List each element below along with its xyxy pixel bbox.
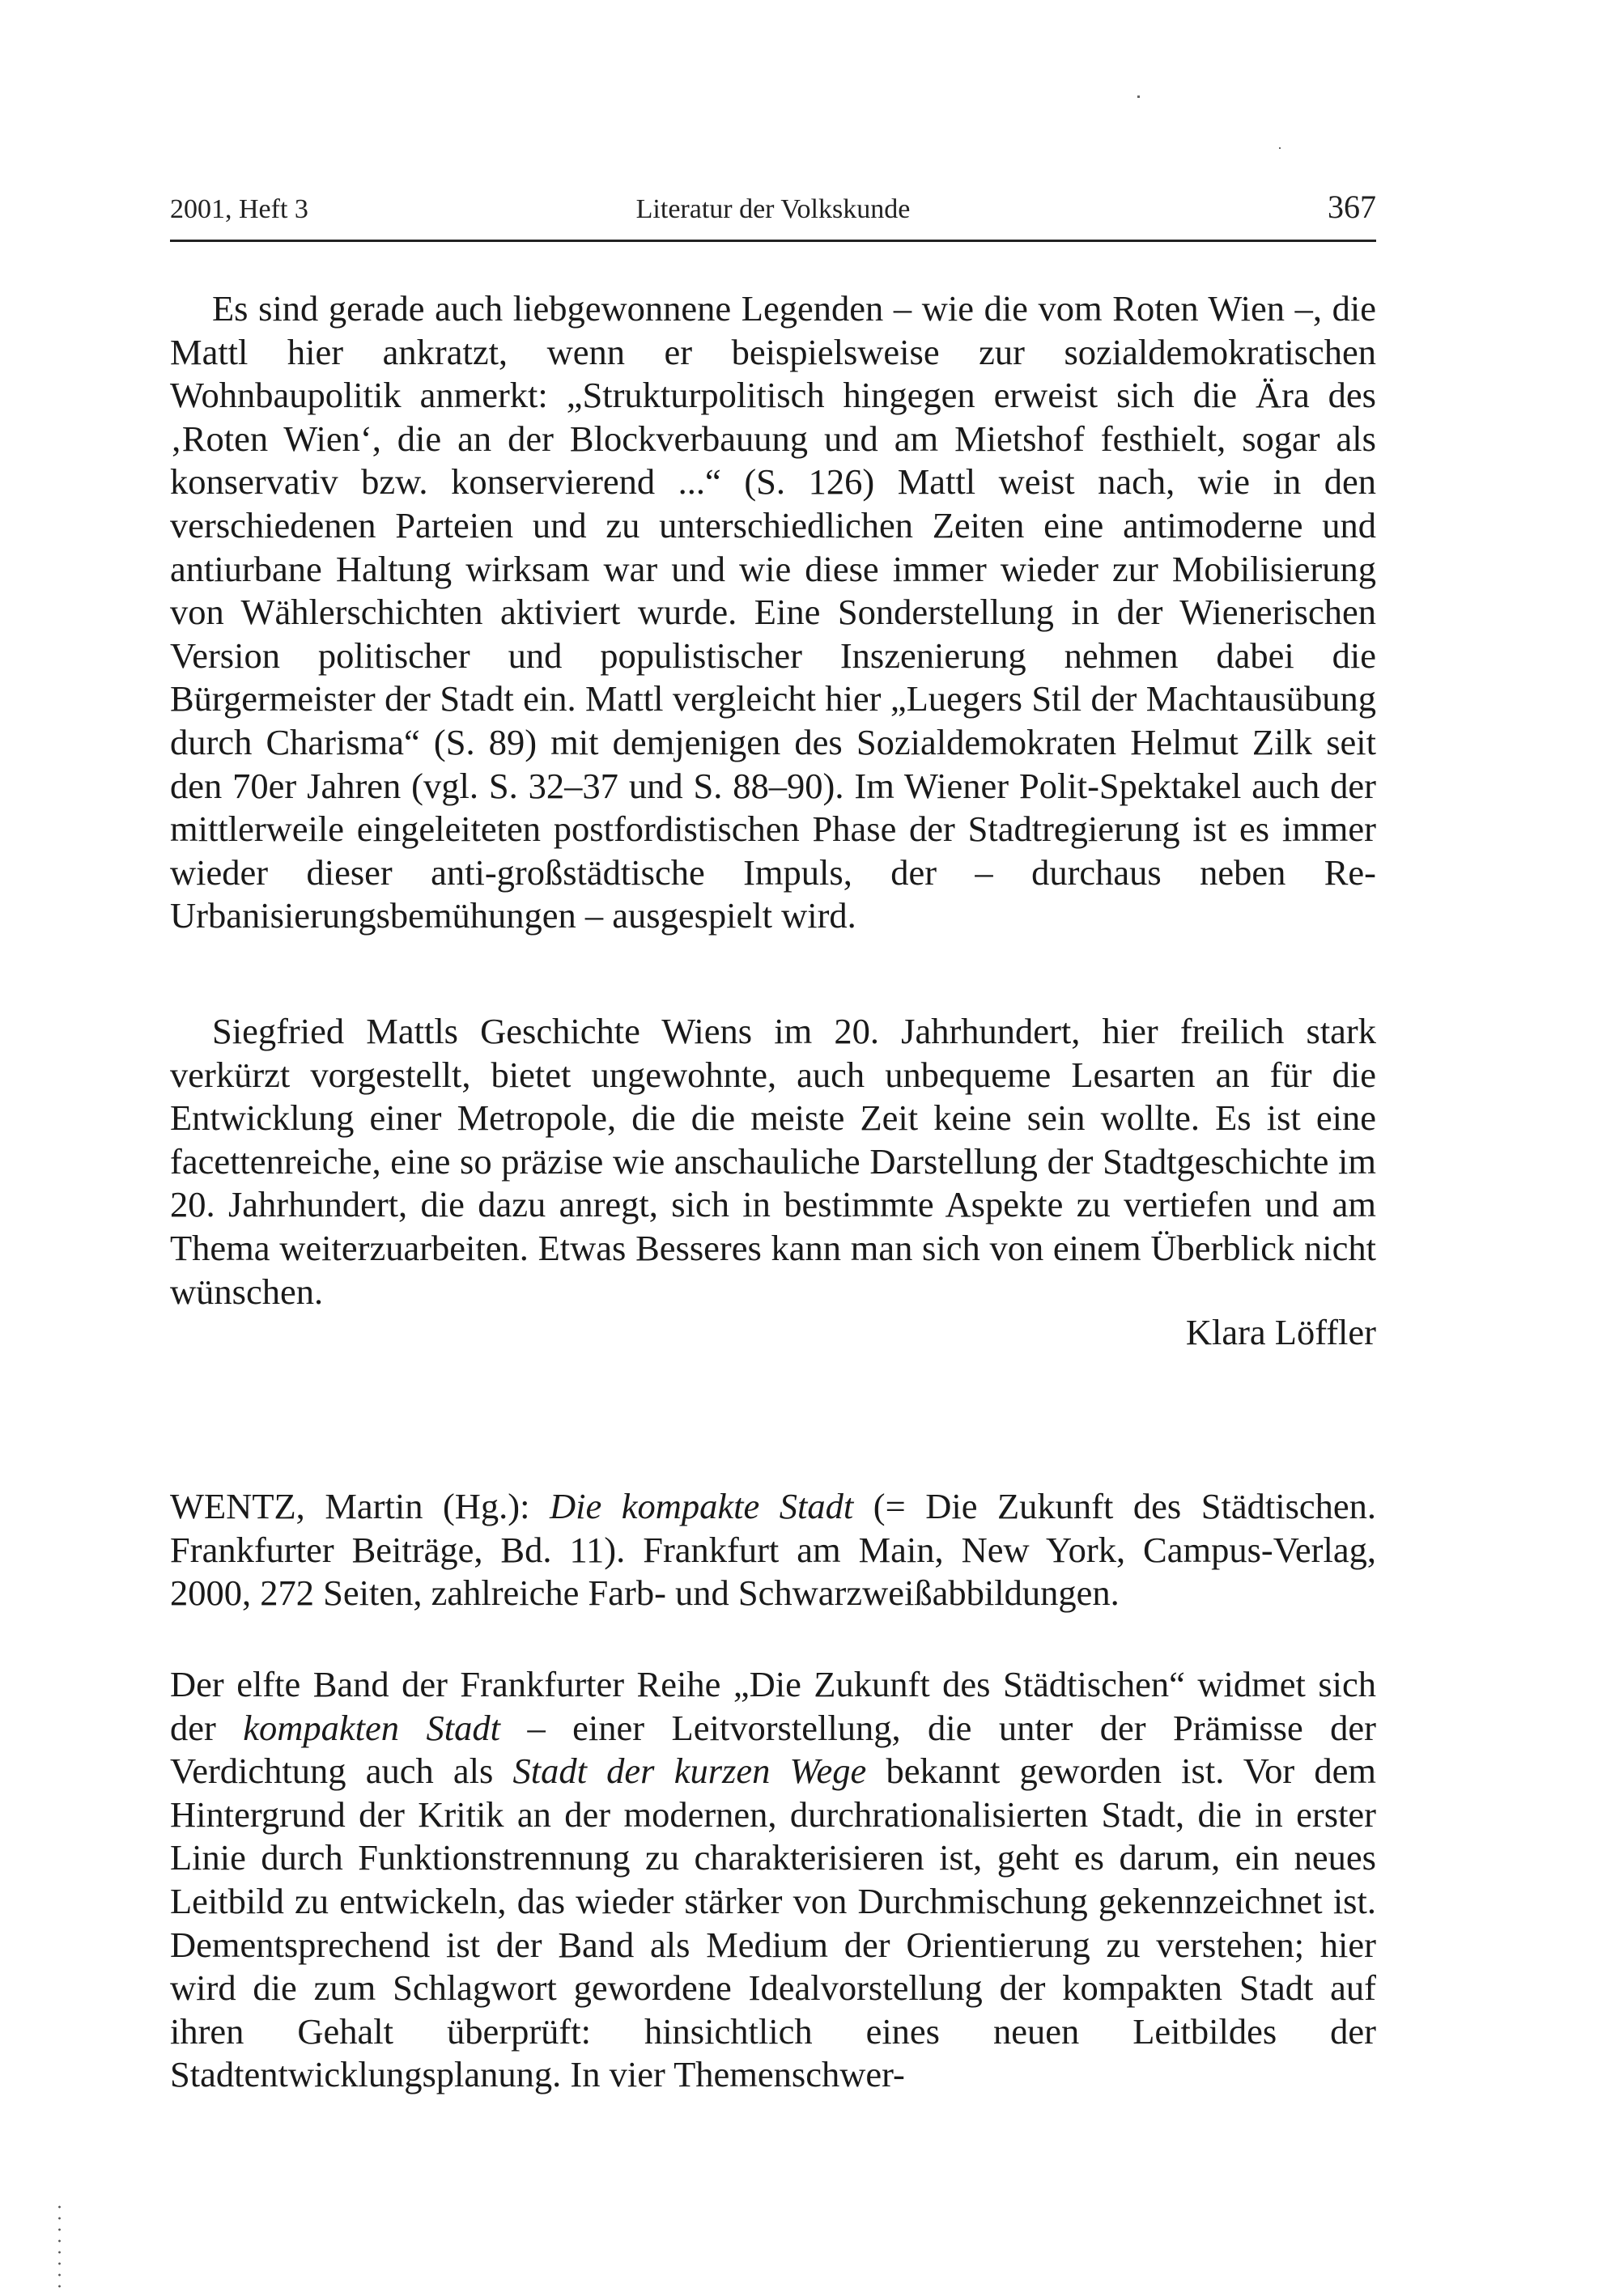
section-title: Literatur der Volkskunde	[635, 194, 911, 224]
citation-details: (= Die Zukunft des Städtischen. Frankfurter Beiträge, Bd. 11). Frankfurt am Main, New York, Campus-Verlag, 2000, 272 Seiten, zahlreiche Farb- und Schwarzweißabbildungen.	[170, 1486, 1377, 1614]
text-run: bekannt geworden ist. Vor dem Hintergrund der Kritik an der modernen, durchrationalisierten Stadt, die in erster Linie durch Funktionstrennung zu charakterisieren ist, geht es darum, ein neues Leitbild zu entwickeln, das wieder stärker von Durchmischung gekennzeichnet ist. Dementsprechend ist der Band als Medium der Orientierung zu verstehen; hier wird die zum Schlagwort gewordene Idealvorstellung der kompakten Stadt auf ihren Gehalt überprüft: hinsichtlich eines neuen Leitbildes der Stadtentwicklungsplanung. In vier Themenschwer-	[170, 1751, 1376, 2095]
review-wentz-body	[170, 1663, 1376, 2097]
header-rule	[170, 240, 1376, 242]
issue-label: 2001, Heft 3	[170, 194, 308, 224]
citation-title: Die kompakte Stadt	[550, 1486, 854, 1526]
paragraph-text: Siegfried Mattls Geschichte Wiens im 20. Jahrhundert, hier freilich stark verkürzt vorgestellt, bietet ungewohnte, auch unbequeme Lesarten an für die Entwicklung einer Metropole, die die meiste Zeit keine sein wollte. Es ist eine facettenreiche, eine so präzise wie anschauliche Darstellung der Stadtgeschichte im 20. Jahrhundert, die dazu anregt, sich in bestimmte Aspekte zu vertiefen und am Thema weiterzuarbeiten. Etwas Besseres kann man sich von einem Überblick nicht wünschen.	[170, 1011, 1376, 1312]
scan-speck	[1137, 95, 1140, 98]
page-number: 367	[1328, 189, 1376, 225]
bibliographic-entry	[170, 1485, 1376, 1615]
running-head	[170, 188, 1376, 228]
italic-term: kompakten Stadt	[243, 1707, 500, 1748]
italic-term: Stadt der kurzen Wege	[512, 1751, 867, 1792]
scan-speck	[1279, 147, 1281, 149]
text-run: Der elfte Band der Frankfurter Reihe „Die Zukunft des Städtischen“ widmet sich der	[170, 1664, 1376, 1748]
citation	[170, 1485, 1376, 1615]
review-mattl-paragraph-2	[170, 1010, 1376, 1314]
review-mattl-paragraph-1	[170, 287, 1376, 938]
scan-margin-dots	[58, 2201, 61, 2296]
paragraph-text: Es sind gerade auch liebgewonnene Legenden – wie die vom Roten Wien –, die Mattl hier ankratzt, wenn er beispielsweise zur sozialdemokratischen Wohnbaupolitik anmerkt: „Strukturpolitisch hingegen erweist sich die Ära des ‚Roten Wien‘, die an der Blockverbauung und am Mietshof festhielt, sogar als konservativ bzw. konservierend ...“ (S. 126) Mattl weist nach, wie in den verschiedenen Parteien und zu unterschiedlichen Zeiten eine antimoderne und antiurbane Haltung wirksam war und wie diese immer wieder zur Mobilisierung von Wählerschichten aktiviert wurde. Eine Sonderstellung in der Wienerischen Version politischer und populistischer Inszenierung nehmen dabei die Bürgermeister der Stadt ein. Mattl vergleicht hier „Luegers Stil der Machtausübung durch Charisma“ (S. 89) mit demjenigen des Sozialdemokraten Helmut Zilk seit den 70er Jahren (vgl. S. 32–37 und S. 88–90). Im Wiener Polit-Spektakel auch der mittlerweile eingeleiteten postfordistischen Phase der Stadtregierung ist es immer wieder dieser anti-großstädtische Impuls, der – durchaus neben Re-Urbanisierungsbemühungen – ausgespielt wird.	[170, 288, 1376, 936]
citation-author: WENTZ, Martin (Hg.):	[170, 1486, 550, 1526]
text-run: – einer Leitvorstellung, die unter der Prämisse der Verdichtung auch als	[170, 1707, 1376, 1792]
paragraph-text	[170, 1663, 1376, 2097]
reviewer-signature: Klara Löffler	[1185, 1312, 1376, 1352]
